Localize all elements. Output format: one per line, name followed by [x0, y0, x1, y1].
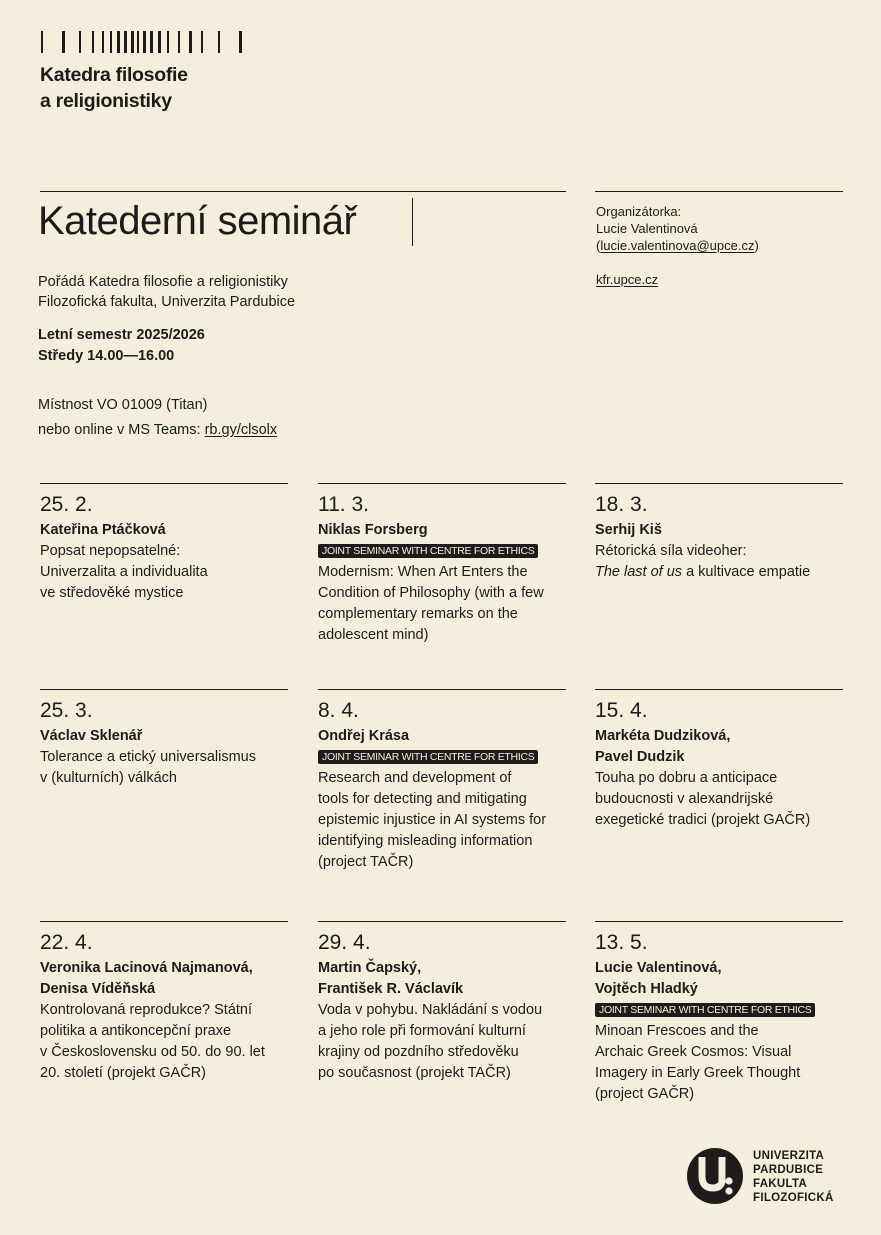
- talk-line: Touha po dobru a anticipace: [595, 770, 778, 786]
- talk-line: Voda v pohybu. Nakládání s vodou: [318, 1002, 543, 1018]
- title-cursor-bar: [412, 198, 413, 246]
- event-card: [40, 483, 288, 604]
- event-talk: [40, 747, 288, 789]
- talk-line: krajiny od pozdního středověku: [318, 1044, 519, 1060]
- talk-line: v Československu od 50. do 90. let: [40, 1044, 265, 1060]
- logo-line: UNIVERZITA: [753, 1150, 825, 1162]
- logo-line: FAKULTA: [753, 1178, 808, 1190]
- talk-line: Kontrolovaná reprodukce? Státní: [40, 1002, 252, 1018]
- department-line-1: Katedra filosofie: [40, 64, 188, 86]
- paren-close: ): [754, 238, 759, 253]
- card-divider: [40, 483, 288, 484]
- department-line-2: a religionistiky: [40, 90, 172, 112]
- event-card: [318, 921, 566, 1084]
- joint-seminar-badge: JOINT SEMINAR WITH CENTRE FOR ETHICS: [595, 1003, 815, 1017]
- event-date: 25. 2.: [40, 493, 93, 516]
- event-date: 29. 4.: [318, 931, 371, 954]
- barcode-decoration: [0, 31, 260, 53]
- teams-link[interactable]: rb.gy/clsolx: [204, 422, 278, 438]
- talk-line: v (kulturních) válkách: [40, 770, 177, 786]
- event-speaker: Lucie Valentinová,: [595, 960, 722, 976]
- organizer-block: [596, 203, 759, 288]
- page-title: Katederní seminář: [38, 199, 357, 243]
- event-talk: [595, 1021, 843, 1105]
- event-speaker: Vojtěch Hladký: [595, 981, 698, 997]
- event-speaker: Václav Sklenář: [40, 728, 143, 744]
- online-label: nebo online v MS Teams:: [38, 422, 205, 438]
- paren-open: (: [596, 238, 601, 253]
- talk-line: Rétorická síla videoher:: [595, 543, 747, 559]
- card-divider: [318, 921, 566, 922]
- event-speaker: František R. Václavík: [318, 981, 464, 997]
- website-link[interactable]: kfr.upce.cz: [596, 272, 659, 287]
- event-speaker: Ondřej Krása: [318, 728, 410, 744]
- event-speaker: Pavel Dudzik: [595, 749, 685, 765]
- talk-line: Tolerance a etický universalismus: [40, 749, 256, 765]
- talk-line: politika a antikoncepční praxe: [40, 1023, 232, 1039]
- title-divider: [40, 191, 566, 192]
- talk-line: [595, 562, 843, 583]
- talk-line: po současnost (projekt TAČR): [318, 1065, 511, 1081]
- card-divider: [595, 689, 843, 690]
- event-talk: [318, 1000, 566, 1084]
- organizer-name: Lucie Valentinová: [596, 221, 698, 236]
- talk-line: adolescent mind): [318, 627, 429, 643]
- event-date: 25. 3.: [40, 699, 93, 722]
- talk-line: (project TAČR): [318, 854, 414, 870]
- event-date: 11. 3.: [318, 493, 369, 516]
- event-speaker: Martin Čapský,: [318, 960, 422, 976]
- organizer-email-link[interactable]: lucie.valentinova@upce.cz: [600, 238, 755, 253]
- card-divider: [595, 921, 843, 922]
- online-line: [38, 418, 277, 443]
- intro-line-1: Pořádá Katedra filosofie a religionistiky: [38, 274, 288, 290]
- event-talk: [40, 1000, 288, 1084]
- talk-line: ve středověké mystice: [40, 585, 184, 601]
- event-card: [318, 689, 566, 873]
- talk-line: exegetické tradici (projekt GAČR): [595, 812, 811, 828]
- talk-line: Research and development of: [318, 770, 512, 786]
- event-speaker: Kateřina Ptáčková: [40, 522, 166, 538]
- event-date: 18. 3.: [595, 493, 648, 516]
- event-talk: [318, 768, 566, 873]
- university-name: [753, 1149, 834, 1205]
- event-date: 13. 5.: [595, 931, 648, 954]
- event-card: [595, 689, 843, 831]
- organizer-email-line: [596, 237, 759, 254]
- u-logo-icon: [687, 1148, 743, 1204]
- event-card: [40, 689, 288, 789]
- card-divider: [318, 483, 566, 484]
- card-divider: [40, 921, 288, 922]
- event-card: [595, 483, 843, 583]
- talk-line: budoucnosti v alexandrijské: [595, 791, 774, 807]
- event-date: 15. 4.: [595, 699, 648, 722]
- intro-line-2: Filozofická fakulta, Univerzita Pardubice: [38, 294, 296, 310]
- event-speaker: Markéta Dudziková,: [595, 728, 731, 744]
- joint-seminar-badge: JOINT SEMINAR WITH CENTRE FOR ETHICS: [318, 544, 538, 558]
- talk-line: Condition of Philosophy (with a few: [318, 585, 544, 601]
- card-divider: [595, 483, 843, 484]
- event-speaker: Denisa Víděňská: [40, 981, 156, 997]
- event-talk: [40, 541, 288, 604]
- organizer-divider: [595, 191, 843, 192]
- talk-line: a jeho role při formování kulturní: [318, 1023, 526, 1039]
- talk-line: complementary remarks on the: [318, 606, 518, 622]
- talk-line: Popsat nepopsatelné:: [40, 543, 181, 559]
- talk-line: tools for detecting and mitigating: [318, 791, 527, 807]
- event-card: [318, 483, 566, 646]
- talk-line: Archaic Greek Cosmos: Visual: [595, 1044, 792, 1060]
- event-speaker: Niklas Forsberg: [318, 522, 428, 538]
- talk-line: 20. století (projekt GAČR): [40, 1065, 206, 1081]
- talk-line: Imagery in Early Greek Thought: [595, 1065, 801, 1081]
- logo-line: FILOZOFICKÁ: [753, 1192, 834, 1204]
- card-divider: [318, 689, 566, 690]
- event-card: [40, 921, 288, 1084]
- room: Místnost VO 01009 (Titan): [38, 397, 208, 413]
- talk-line: (project GAČR): [595, 1086, 695, 1102]
- event-talk: [595, 541, 843, 583]
- semester-info: [38, 325, 205, 367]
- semester-time: Středy 14.00—16.00: [38, 348, 175, 364]
- card-divider: [40, 689, 288, 690]
- event-date: 22. 4.: [40, 931, 93, 954]
- logo-line: PARDUBICE: [753, 1164, 824, 1176]
- joint-seminar-badge: JOINT SEMINAR WITH CENTRE FOR ETHICS: [318, 750, 538, 764]
- game-title: The last of us: [595, 564, 683, 580]
- location-info: [38, 393, 277, 443]
- talk-line: identifying misleading information: [318, 833, 533, 849]
- talk-line: epistemic injustice in AI systems for: [318, 812, 547, 828]
- event-talk: [595, 768, 843, 831]
- event-date: 8. 4.: [318, 699, 359, 722]
- event-talk: [318, 562, 566, 646]
- organizer-label: Organizátorka:: [596, 204, 682, 219]
- talk-line: Univerzalita a individualita: [40, 564, 208, 580]
- talk-line-rest: a kultivace empatie: [682, 564, 811, 580]
- talk-line: Modernism: When Art Enters the: [318, 564, 528, 580]
- semester-term: Letní semestr 2025/2026: [38, 327, 205, 343]
- event-speaker: Serhij Kiš: [595, 522, 662, 538]
- event-card: [595, 921, 843, 1105]
- talk-line: Minoan Frescoes and the: [595, 1023, 759, 1039]
- organizer-intro: [38, 272, 295, 312]
- department-name: [40, 62, 188, 114]
- event-speaker: Veronika Lacinová Najmanová,: [40, 960, 253, 976]
